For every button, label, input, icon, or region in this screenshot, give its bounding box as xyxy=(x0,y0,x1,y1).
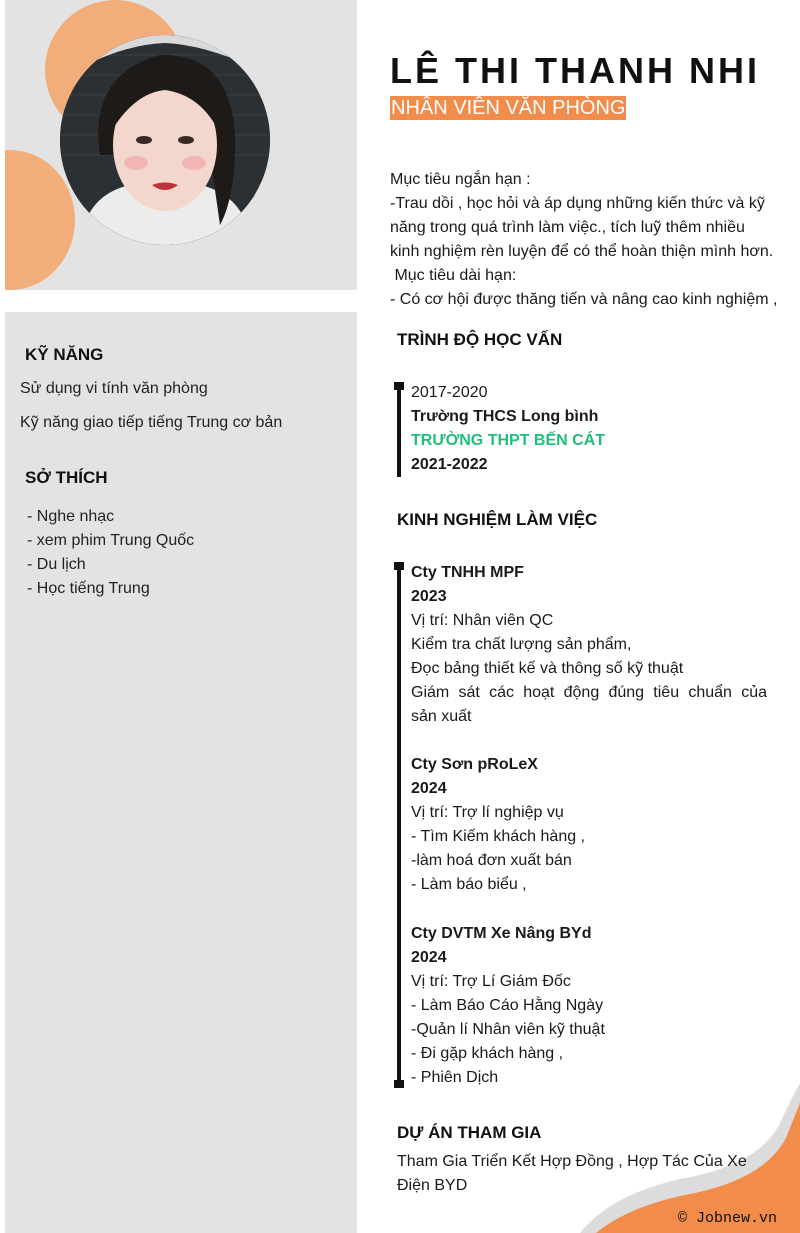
job-duty: - Tìm Kiếm khách hàng , xyxy=(411,828,585,845)
job-duty: Kiểm tra chất lượng sản phẩm, xyxy=(411,636,632,653)
job-duty: - Làm báo biểu , xyxy=(411,876,527,893)
candidate-name: LÊ THI THANH NHI xyxy=(390,50,760,91)
long-term-label: Mục tiêu dài hạn: xyxy=(390,267,517,284)
experience-heading: KINH NGHIỆM LÀM VIỆC xyxy=(397,510,598,529)
job-company: Cty Sơn pRoLeX xyxy=(411,756,538,773)
job-year: 2023 xyxy=(411,588,447,605)
skill-item: Kỹ năng giao tiếp tiếng Trung cơ bản xyxy=(20,414,283,431)
candidate-role: NHÂN VIÊN VĂN PHÒNG xyxy=(391,97,626,119)
job-duty: Đọc bảng thiết kế và thông số kỹ thuật xyxy=(411,660,684,677)
profile-photo-art xyxy=(60,35,270,245)
long-term-line: - Có cơ hội được thăng tiến và nâng cao kinh nghiệm , xyxy=(390,291,778,308)
projects-heading: DỰ ÁN THAM GIA xyxy=(397,1123,542,1142)
short-term-line: kinh nghiệm rèn luyện để có thể hoàn thiện mình hơn. xyxy=(390,243,774,260)
education-years: 2017-2020 xyxy=(411,384,488,401)
education-years: 2021-2022 xyxy=(411,456,488,473)
skills-heading: KỸ NĂNG xyxy=(25,345,104,364)
job-position: Vị trí: Trợ lí nghiệp vụ xyxy=(411,804,564,821)
education-school-highlight: TRƯỜNG THPT BẾN CÁT xyxy=(411,432,606,449)
job-year: 2024 xyxy=(411,780,447,797)
experience-timeline xyxy=(397,562,401,1088)
education-school: Trường THCS Long bình xyxy=(411,408,599,425)
hobby-item: - Du lịch xyxy=(27,556,86,573)
job-duty: -Quản lí Nhân viên kỹ thuật xyxy=(411,1021,605,1038)
job-position: Vị trí: Trợ Lí Giám Đốc xyxy=(411,973,571,990)
job-duty: sản xuất xyxy=(411,708,472,725)
short-term-line: năng trong quá trình làm việc., tích luỹ thêm nhiều xyxy=(390,219,745,236)
project-line: Tham Gia Triển Kết Hợp Đồng , Hợp Tác Của Xe xyxy=(397,1153,747,1170)
job-position: Vị trí: Nhân viên QC xyxy=(411,612,554,629)
profile-photo xyxy=(60,35,270,245)
job-duty: - Đi gặp khách hàng , xyxy=(411,1045,564,1062)
skill-item: Sử dụng vi tính văn phòng xyxy=(20,380,208,397)
job-year: 2024 xyxy=(411,949,447,966)
job-duty: Giám sát các hoạt động đúng tiêu chuẩn của xyxy=(411,684,767,701)
short-term-label: Mục tiêu ngắn hạn : xyxy=(390,171,531,188)
experience-timeline-cap-bottom xyxy=(394,1080,404,1088)
footer-brand: © Jobnew.vn xyxy=(678,1210,778,1227)
job-duty: - Làm Báo Cáo Hằng Ngày xyxy=(411,997,604,1014)
hobby-item: - xem phim Trung Quốc xyxy=(27,532,195,549)
hobbies-heading: SỞ THÍCH xyxy=(25,468,108,487)
education-heading: TRÌNH ĐỘ HỌC VẤN xyxy=(397,330,563,349)
hobby-item: - Học tiếng Trung xyxy=(27,580,150,597)
sidebar-panel xyxy=(5,312,357,1233)
education-timeline xyxy=(397,382,401,477)
header-panel xyxy=(5,0,357,290)
job-company: Cty DVTM Xe Nâng BYd xyxy=(411,925,592,942)
hobby-item: - Nghe nhạc xyxy=(27,508,115,525)
job-company: Cty TNHH MPF xyxy=(411,564,524,581)
job-duty: -làm hoá đơn xuất bán xyxy=(411,852,572,869)
job-duty: - Phiên Dịch xyxy=(411,1069,499,1086)
project-line: Điện BYD xyxy=(397,1177,468,1194)
short-term-line: -Trau dồi , học hỏi và áp dụng những kiến thức và kỹ xyxy=(390,195,765,212)
